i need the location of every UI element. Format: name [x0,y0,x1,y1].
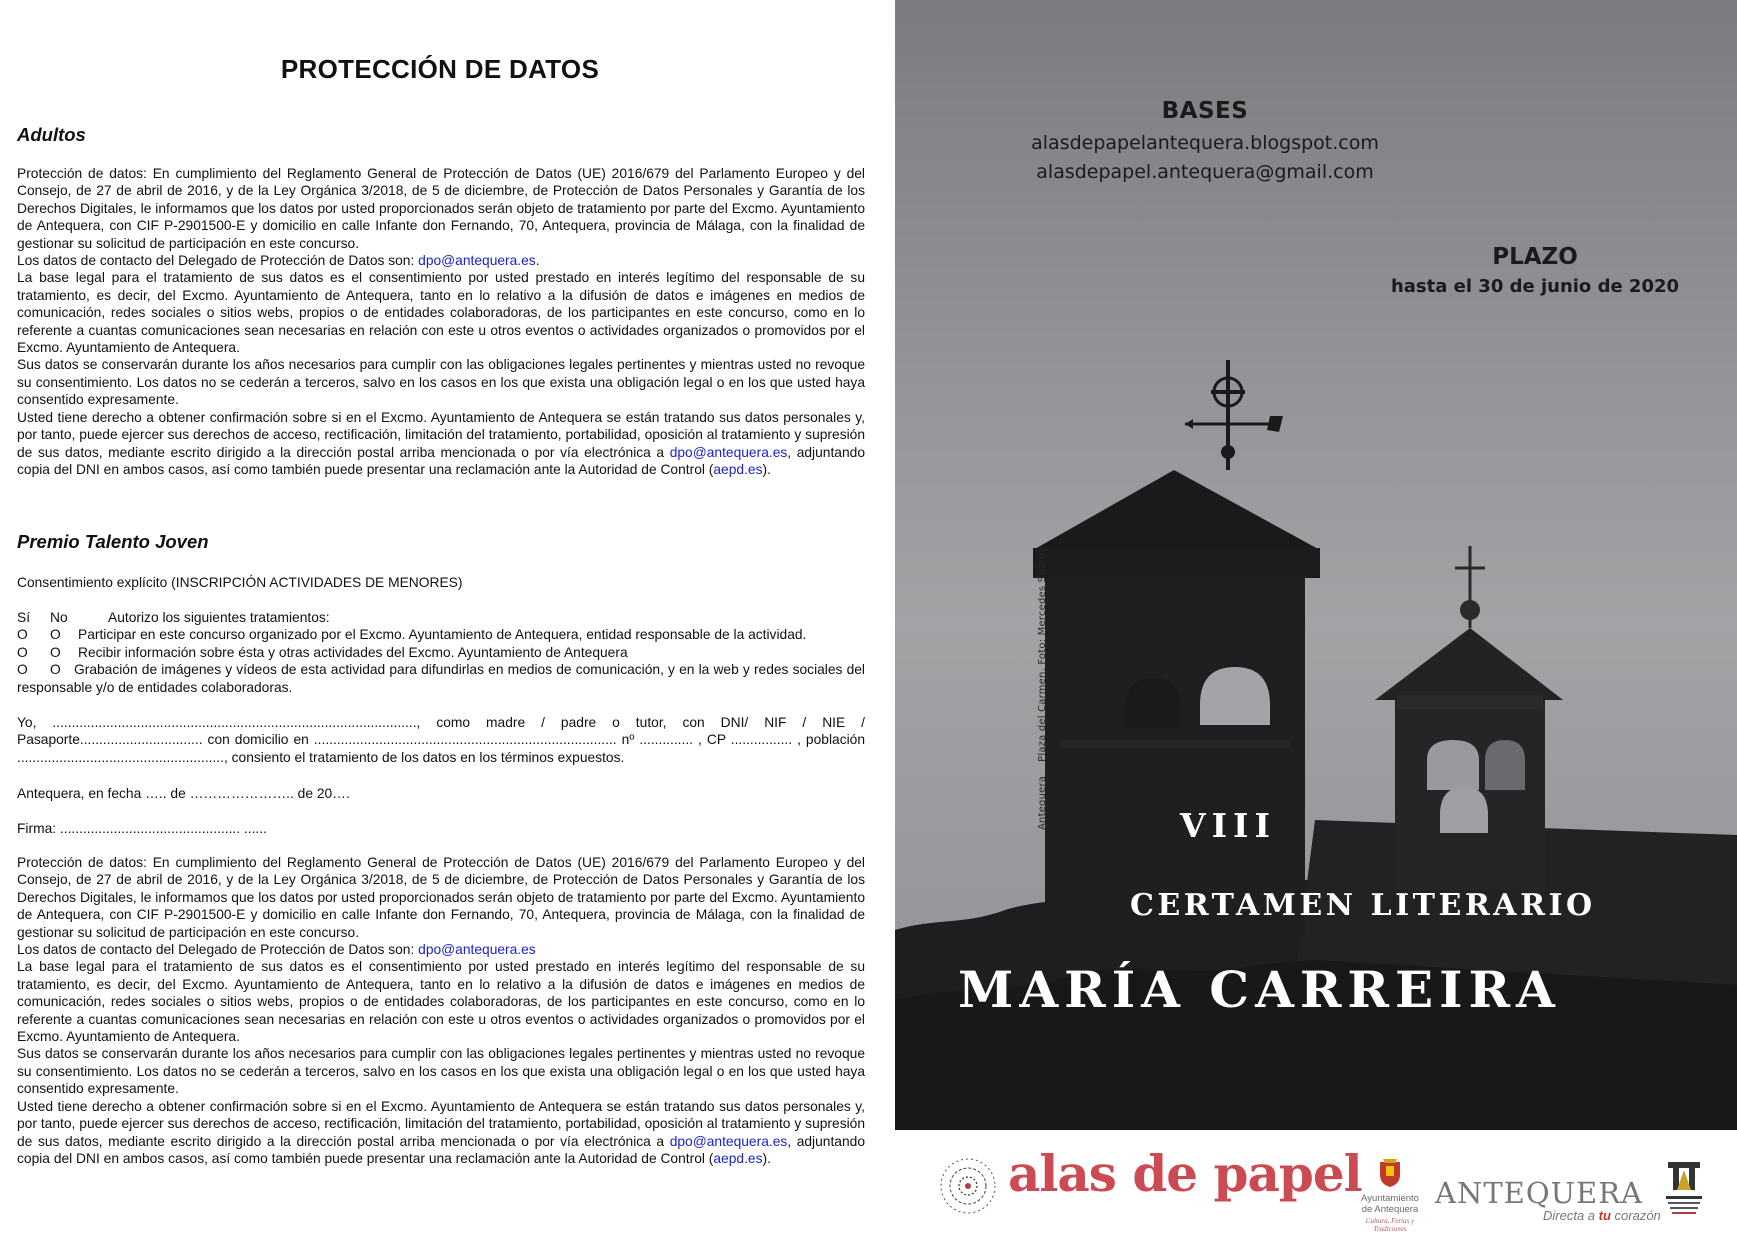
adultos-paragraph-3: La base legal para el tratamiento de sus datos es el consentimiento por usted prestado en interés legítimo del responsable de su tratamiento, es decir, del Excmo. Ayuntamiento de Antequera, tanto en lo relativo a la difusión de datos e imágenes en medios de comunicación, redes sociales o sitios webs, propios o de entidades colaboradoras, de los participantes en este concurso, como en lo referente a cuantas comunicaciones sean necesarias en relación con este u otros eventos o actividades organizados o promovidos por el Excmo. Ayuntamiento de Antequera. [17,270,865,356]
guardian-declaration: Yo, ..............................................................................................., como madre / padre o tutor, con DNI/ NIF / NIE / Pasaporte................................ con domicilio en ............................................................................... nº .............. , CP ................ , población ......................................................, consiento el tratamiento de los datos en los términos expuestos. [17,715,865,765]
dpo-contact-label: Los datos de contacto del Delegado de Protección de Datos son: [17,942,419,958]
option-label-1: Participar en este concurso organizado por el Excmo. Ayuntamiento de Antequera, entidad responsable de la actividad. [78,627,807,643]
credit-place: Antequera [1037,775,1048,830]
column-no: No [50,610,68,625]
rights-text: Usted tiene derecho a obtener confirmación sobre si en el Excmo. Ayuntamiento de Antequera se están tratando sus datos personales y, por tanto, puede ejercer sus derechos de acceso, rectificación, limitación del tratamiento, portabilidad, oposición al tratamiento y supresión de sus datos, mediante escrito dirigido a la dirección postal arriba mencionada o por vía electrónica a [17,1098,865,1149]
sponsor-logos [895,1130,1737,1240]
ayuntamiento-line-1: Ayuntamiento [1361,1193,1419,1204]
radio-no-3[interactable]: O [50,662,61,678]
signature-line: Firma: ............................................... ...... [17,821,267,836]
section-heading-adultos: Adultos [17,124,86,145]
plazo-heading: PLAZO [1492,244,1578,270]
section-heading-premio: Premio Talento Joven [17,531,209,552]
adultos-paragraph-1: Protección de datos: En cumplimiento del Reglamento General de Protección de Datos (UE) 2016/679 del Parlamento Europeo y del Consejo, de 27 de abril de 2016, y de la Ley Orgánica 3/2018, de 5 de diciembre, de Protección de Datos Personales y Garantía de los Derechos Digitales, le informamos que los datos por usted proporcionados serán objeto de tratamiento por parte del Excmo. Ayuntamiento de Antequera, con CIF P-2901500-E y domicilio en calle Infante don Fernando, 70, Antequera, provincia de Málaga, con la finalidad de gestionar su solicitud de participación en este concurso. [17,166,865,251]
rights-text-cont: , adjuntando copia del DNI en ambos casos, así como también puede presentar una reclamación ante la Autoridad de Control ( [17,1133,865,1166]
dpo-email-link[interactable]: dpo@antequera.es [418,253,536,269]
antequera-tagline [1543,1208,1661,1223]
ayuntamiento-tagline: Cultura, Ferias y Tradiciones [1365,1217,1415,1233]
premio-paragraph-3: La base legal para el tratamiento de sus datos es el consentimiento por usted prestado en interés legítimo del responsable de su tratamiento, es decir, del Excmo. Ayuntamiento de Antequera, tanto en lo relativo a la difusión de datos e imágenes en medios de comunicación, redes sociales o sitios webs, propios o de entidades colaboradoras, de los participantes en este concurso, como en lo referente a cuantas comunicaciones sean necesarias en relación con este u otros eventos o actividades organizados o promovidos por el Excmo. Ayuntamiento de Antequera. [17,959,865,1045]
aepd-link[interactable]: aepd.es [713,461,763,477]
blog-url[interactable]: alasdepapelantequera.blogspot.com [1031,132,1379,154]
swirl-logo-icon [937,1146,999,1226]
option-row [17,626,865,643]
radio-no-1[interactable]: O [50,627,61,643]
option-label-3: Grabación de imágenes y vídeos de esta actividad para difundirlas en medios de comunicación, y en la web y redes sociales del responsable y/o de entidades colaboradoras. [17,662,865,695]
dpo-contact-label: Los datos de contacto del Delegado de Protección de Datos son: [17,253,419,269]
option-row [17,644,865,661]
adultos-paragraph-4: Sus datos se conservarán durante los años necesarios para cumplir con las obligaciones legales pertinentes y mientras usted no revoque su consentimiento. Los datos no se cederán a terceros, salvo en los casos en los que exista una obligación legal o en los que usted haya consentido expresamente. [17,357,865,408]
radio-si-1[interactable]: O [17,627,28,643]
credit-photo: Plaza del Carmen. Foto: Mercedes Suárez [1037,547,1048,762]
adultos-text [17,165,865,478]
column-authorize: Autorizo los siguientes tratamientos: [108,610,330,625]
contact-email[interactable]: alasdepapel.antequera@gmail.com [1036,161,1374,183]
deadline-date: hasta el 30 de junio de 2020 [1390,276,1680,297]
adultos-paragraph-2 [17,252,865,269]
edition-number: VIII [1180,806,1276,845]
ayuntamiento-line-2: de Antequera [1361,1204,1419,1215]
consent-heading: Consentimiento explícito (INSCRIPCIÓN ACTIVIDADES DE MENORES) [17,575,463,590]
premio-paragraph-1: Protección de datos: En cumplimiento del Reglamento General de Protección de Datos (UE) 2016/679 del Parlamento Europeo y del Consejo, de 27 de abril de 2016, y de la Ley Orgánica 3/2018, de 5 de diciembre, de Protección de Datos Personales y Garantía de los Derechos Digitales, le informamos que los datos por usted proporcionados serán objeto de tratamiento por parte del Excmo. Ayuntamiento de Antequera, con CIF P-2901500-E y domicilio en calle Infante don Fernando, 70, Antequera, provincia de Málaga, con la finalidad de gestionar su solicitud de participación en este concurso. [17,855,865,940]
monument-logo-icon [1664,1156,1704,1220]
dpo-email-link[interactable]: dpo@antequera.es [669,444,788,460]
options-header [17,609,865,626]
tagline-pre: Directa a [1543,1208,1599,1223]
aepd-link[interactable]: aepd.es [713,1150,763,1166]
tagline-post: corazón [1610,1208,1661,1223]
radio-no-2[interactable]: O [50,644,61,660]
alas-de-papel-logo: alas de papel [1008,1144,1362,1203]
adultos-paragraph-5 [17,409,865,479]
radio-si-2[interactable]: O [17,644,28,660]
page-title: PROTECCIÓN DE DATOS [280,54,600,84]
premio-paragraph-5 [17,1098,865,1168]
tagline-tu: tu [1598,1208,1611,1223]
contest-title: CERTAMEN LITERARIO [1130,888,1596,923]
date-line: Antequera, en fecha ….. de ………………….. de 20…. [17,786,350,801]
premio-paragraph-4: Sus datos se conservarán durante los años necesarios para cumplir con las obligaciones legales pertinentes y mientras usted no revoque su consentimiento. Los datos no se cederán a terceros, salvo en los casos en los que exista una obligación legal o en los que usted haya consentido expresamente. [17,1046,865,1097]
photo-credit [1037,533,1048,830]
antequera-logo: ANTEQUERA [1435,1176,1643,1210]
dpo-email-link[interactable]: dpo@antequera.es [669,1133,788,1149]
option-label-2: Recibir información sobre ésta y otras actividades del Excmo. Ayuntamiento de Antequera [78,644,628,660]
crest-icon [1377,1158,1403,1188]
punctuation: ). [762,1150,771,1166]
column-si: Sí [17,610,31,625]
punctuation: . [535,253,540,269]
option-row [17,661,865,696]
premio-paragraph-2 [17,941,865,958]
bases-heading: BASES [1161,98,1249,124]
contest-name: MARÍA CARREIRA [958,960,1561,1019]
dpo-email-link[interactable]: dpo@antequera.es [418,942,536,958]
ayuntamiento-logo [1350,1158,1430,1233]
premio-text [17,854,865,1167]
rights-text: Usted tiene derecho a obtener confirmación sobre si en el Excmo. Ayuntamiento de Antequera se están tratando sus datos personales y, por tanto, puede ejercer sus derechos de acceso, rectificación, limitación del tratamiento, portabilidad, oposición al tratamiento y supresión de sus datos, mediante escrito dirigido a la dirección postal arriba mencionada o por vía electrónica a [17,409,865,460]
rights-text-cont: , adjuntando copia del DNI en ambos casos, así como también puede presentar una reclamación ante la Autoridad de Control ( [17,444,865,477]
consent-options [17,609,865,696]
punctuation: ). [762,461,771,477]
radio-si-3[interactable]: O [17,662,28,678]
